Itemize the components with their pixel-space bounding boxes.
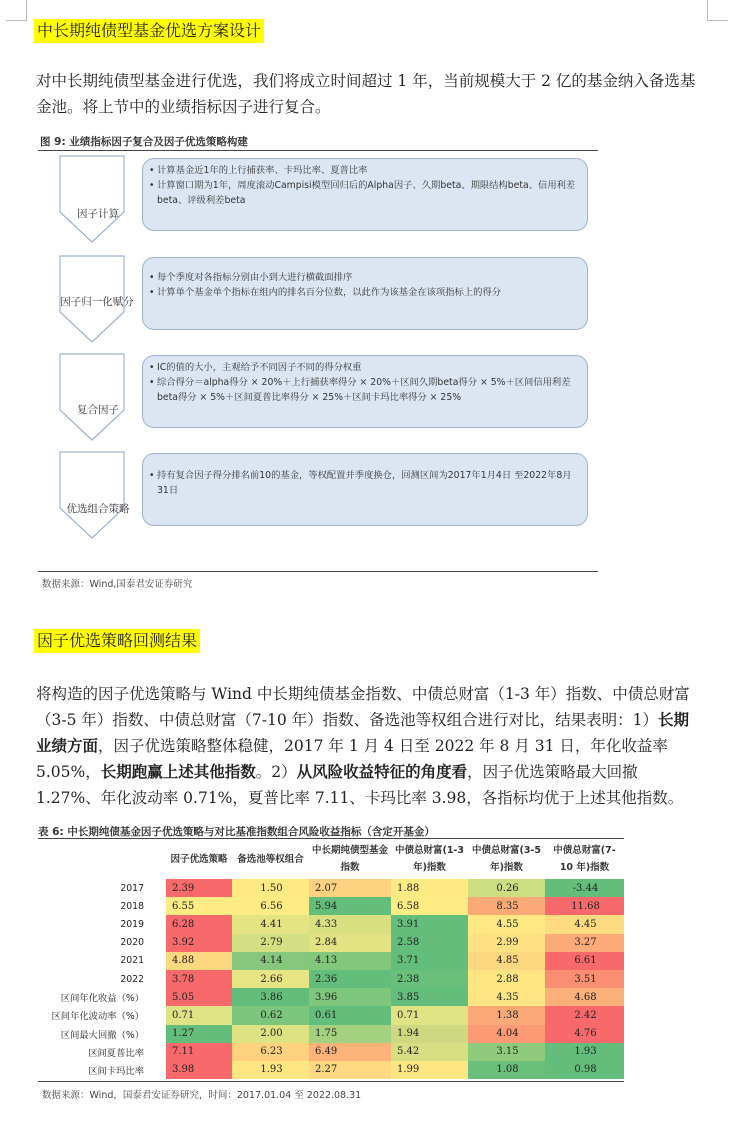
figure-title: 图 9: 业绩指标因子复合及因子优选策略构建 bbox=[40, 136, 248, 148]
flow-step-2-label: 因子归一化赋分 bbox=[60, 296, 134, 308]
table-cell: 0.71 bbox=[391, 1006, 468, 1024]
table-cell: 2.58 bbox=[391, 934, 468, 952]
table-cell: 2.99 bbox=[468, 934, 545, 952]
table-cell: 3.51 bbox=[545, 970, 624, 988]
chevron-step-1 bbox=[60, 156, 124, 242]
results-text: 。2） bbox=[255, 763, 297, 781]
flow-step-1-bullet: • 计算窗口期为1年，周度滚动Campisi模型回归后的Alpha因子、久期beta、期限结构beta、信用利差beta、评级利差beta bbox=[149, 178, 579, 208]
section-heading-results: 因子优选策略回测结果 bbox=[34, 629, 200, 653]
table-cell: 2.42 bbox=[545, 1006, 624, 1024]
results-emphasis: 长期业绩方面 bbox=[36, 710, 690, 755]
table-cell: 2.38 bbox=[391, 970, 468, 988]
row-label: 2021 bbox=[38, 952, 166, 970]
results-emphasis: 从风险收益特征的角度看 bbox=[296, 762, 468, 781]
results-emphasis: 长期跑赢上述其他指数 bbox=[100, 762, 256, 781]
table-cell: 8.35 bbox=[468, 897, 545, 915]
flow-step-2-bullet: • 每个季度对各指标分别由小到大进行横截面排序 bbox=[149, 270, 579, 285]
results-text: 将构造的因子优选策略与 Wind 中长期纯债基金指数、中债总财富（1-3 年）指数、中债总财富（3-5 年）指数、中债总财富（7-10 年）指数、备选池等权组合进行对比，结果表明：1） bbox=[36, 685, 690, 729]
table-title: 表 6: 中长期纯债基金因子优选策略与对比基准指数组合风险收益指标（含定开基金） bbox=[38, 826, 435, 838]
table-cell: 4.85 bbox=[468, 952, 545, 970]
flow-step-1-box bbox=[142, 158, 588, 231]
table-cell: 4.13 bbox=[309, 952, 391, 970]
factor-flow-diagram bbox=[38, 152, 598, 572]
table-row bbox=[38, 1006, 624, 1024]
table-cell: 5.05 bbox=[166, 988, 232, 1006]
table-cell: 0.61 bbox=[309, 1006, 391, 1024]
table-cell: 0.71 bbox=[166, 1006, 232, 1024]
flow-step-4-box bbox=[142, 453, 588, 526]
table-cell: 2.36 bbox=[309, 970, 391, 988]
flow-step-4-label: 优选组合策略 bbox=[66, 503, 130, 515]
table-bottom-rule bbox=[38, 1081, 624, 1082]
table-cell: 7.11 bbox=[166, 1043, 232, 1061]
figure-top-rule bbox=[38, 150, 598, 151]
column-header: 备选池等权组合 bbox=[237, 853, 304, 865]
table-cell: 3.71 bbox=[391, 952, 468, 970]
table-cell: 6.58 bbox=[391, 897, 468, 915]
table-cell: 2.84 bbox=[309, 934, 391, 952]
table-cell: 1.93 bbox=[232, 1061, 309, 1079]
figure-bottom-rule bbox=[38, 571, 598, 572]
intro-paragraph: 对中长期纯债型基金进行优选，我们将成立时间超过 1 年，当前规模大于 2 亿的基金纳入备选基金池。将上节中的业绩指标因子进行复合。 bbox=[36, 72, 696, 116]
row-label: 2022 bbox=[38, 970, 166, 988]
flow-step-3-box bbox=[142, 355, 588, 428]
table-cell: 2.88 bbox=[468, 970, 545, 988]
table-cell: 2.07 bbox=[309, 879, 391, 897]
column-header: 中债总财富(7-10 年)指数 bbox=[553, 845, 616, 873]
table-cell: 4.45 bbox=[545, 915, 624, 933]
table-cell: 3.98 bbox=[166, 1061, 232, 1079]
page-corner-mark-right bbox=[707, 0, 728, 21]
column-header: 中债总财富(3-5 年)指数 bbox=[471, 845, 541, 873]
table-cell: 5.94 bbox=[309, 897, 391, 915]
table-cell: 0.62 bbox=[232, 1006, 309, 1024]
page-corner-mark-left bbox=[6, 0, 27, 21]
row-label: 区间最大回撤（%） bbox=[38, 1025, 166, 1043]
table-cell: 1.50 bbox=[232, 879, 309, 897]
column-header: 中长期纯债型基金指数 bbox=[311, 845, 388, 873]
table-cell: 4.88 bbox=[166, 952, 232, 970]
table-row bbox=[38, 952, 624, 970]
table-cell: 3.96 bbox=[309, 988, 391, 1006]
flow-step-1-bullet: • 计算基金近1年的上行捕获率、卡玛比率、夏普比率 bbox=[149, 163, 579, 178]
table-cell: 3.27 bbox=[545, 934, 624, 952]
table-cell: 4.14 bbox=[232, 952, 309, 970]
results-paragraph bbox=[36, 681, 704, 811]
table-cell: 3.85 bbox=[391, 988, 468, 1006]
table-row bbox=[38, 1043, 624, 1061]
row-label: 2017 bbox=[38, 879, 166, 897]
table-cell: 2.27 bbox=[309, 1061, 391, 1079]
flow-step-1-label: 因子计算 bbox=[77, 208, 119, 220]
table-cell: 2.66 bbox=[232, 970, 309, 988]
table-cell: 4.04 bbox=[468, 1025, 545, 1043]
row-label: 2020 bbox=[38, 934, 166, 952]
table-cell: 3.15 bbox=[468, 1043, 545, 1061]
table-cell: 1.75 bbox=[309, 1025, 391, 1043]
table-cell: 6.61 bbox=[545, 952, 624, 970]
flow-step-3-label: 复合因子 bbox=[77, 404, 119, 416]
table-cell: 6.55 bbox=[166, 897, 232, 915]
flow-step-2-bullet: • 计算单个基金单个指标在组内的排名百分位数，以此作为该基金在该项指标上的得分 bbox=[149, 285, 579, 300]
table-cell: 2.00 bbox=[232, 1025, 309, 1043]
row-label: 区间年化收益（%） bbox=[38, 988, 166, 1006]
table-cell: 6.49 bbox=[309, 1043, 391, 1061]
results-text: ，因子优选策略最大回撤 1.27%、年化波动率 0.71%，夏普比率 7.11、卡玛比率 3.98，各指标均优于上述其他指数。 bbox=[36, 763, 684, 807]
table-cell: 4.55 bbox=[468, 915, 545, 933]
table-cell: 3.78 bbox=[166, 970, 232, 988]
table-cell: 6.23 bbox=[232, 1043, 309, 1061]
table-cell: 2.79 bbox=[232, 934, 309, 952]
table-cell: 11.68 bbox=[545, 897, 624, 915]
table-header-row bbox=[38, 839, 624, 879]
table-cell: 1.08 bbox=[468, 1061, 545, 1079]
row-label: 2018 bbox=[38, 897, 166, 915]
table-row bbox=[38, 970, 624, 988]
flow-step-3-bullet: • 综合得分＝alpha得分 × 20%＋上行捕获率得分 × 20%＋区间久期beta得分 × 5%＋区间信用利差beta得分 × 5%＋区间夏普比率得分 × 25%＋区间卡玛比率得分 × 25% bbox=[149, 375, 579, 405]
table-cell: -3.44 bbox=[545, 879, 624, 897]
table-cell: 4.35 bbox=[468, 988, 545, 1006]
table-row bbox=[38, 897, 624, 915]
flow-step-3-bullet: • IC的值的大小，主观给予不同因子不同的得分权重 bbox=[149, 360, 579, 375]
header-blank bbox=[38, 839, 166, 879]
row-label: 区间年化波动率（%） bbox=[38, 1006, 166, 1024]
table-row bbox=[38, 915, 624, 933]
table-row bbox=[38, 988, 624, 1006]
chevron-step-3 bbox=[60, 354, 124, 440]
table-cell: 1.99 bbox=[391, 1061, 468, 1079]
table-cell: 5.42 bbox=[391, 1043, 468, 1061]
table-cell: 0.98 bbox=[545, 1061, 624, 1079]
table-cell: 3.86 bbox=[232, 988, 309, 1006]
row-label: 2019 bbox=[38, 915, 166, 933]
table-cell: 1.88 bbox=[391, 879, 468, 897]
table-cell: 1.27 bbox=[166, 1025, 232, 1043]
table-cell: 4.33 bbox=[309, 915, 391, 933]
flow-step-2-box bbox=[142, 257, 588, 330]
column-header: 中债总财富(1-3 年)指数 bbox=[394, 845, 464, 873]
table-source: 数据来源：Wind，国泰君安证券研究，时间：2017.01.04 至 2022.08.31 bbox=[42, 1090, 362, 1101]
performance-table bbox=[38, 839, 624, 1079]
table-cell: 4.76 bbox=[545, 1025, 624, 1043]
table-row bbox=[38, 934, 624, 952]
table-cell: 6.28 bbox=[166, 915, 232, 933]
table-cell: 2.39 bbox=[166, 879, 232, 897]
table-cell: 1.38 bbox=[468, 1006, 545, 1024]
row-label: 区间卡玛比率 bbox=[38, 1061, 166, 1079]
table-cell: 4.41 bbox=[232, 915, 309, 933]
results-text: ，因子优选策略整体稳健，2017 年 1 月 4 日至 2022 年 8 月 31 日，年化收益率 5.05%， bbox=[36, 737, 668, 781]
chevron-step-4 bbox=[60, 452, 124, 538]
table-cell: 4.68 bbox=[545, 988, 624, 1006]
table-cell: 1.94 bbox=[391, 1025, 468, 1043]
table-row bbox=[38, 879, 624, 897]
section-heading-design: 中长期纯债型基金优选方案设计 bbox=[34, 19, 264, 43]
column-header: 因子优选策略 bbox=[170, 853, 228, 865]
figure-source: 数据来源：Wind,国泰君安证券研究 bbox=[42, 579, 193, 590]
flow-step-4-bullet: • 持有复合因子得分排名前10的基金，等权配置并季度换仓，回测区间为2017年1月4日 至2022年8月31日 bbox=[149, 468, 579, 498]
table-row bbox=[38, 1025, 624, 1043]
table-cell: 1.93 bbox=[545, 1043, 624, 1061]
row-label: 区间夏普比率 bbox=[38, 1043, 166, 1061]
table-cell: 6.56 bbox=[232, 897, 309, 915]
table-cell: 3.91 bbox=[391, 915, 468, 933]
table-cell: 0.26 bbox=[468, 879, 545, 897]
table-row bbox=[38, 1061, 624, 1079]
table-cell: 3.92 bbox=[166, 934, 232, 952]
